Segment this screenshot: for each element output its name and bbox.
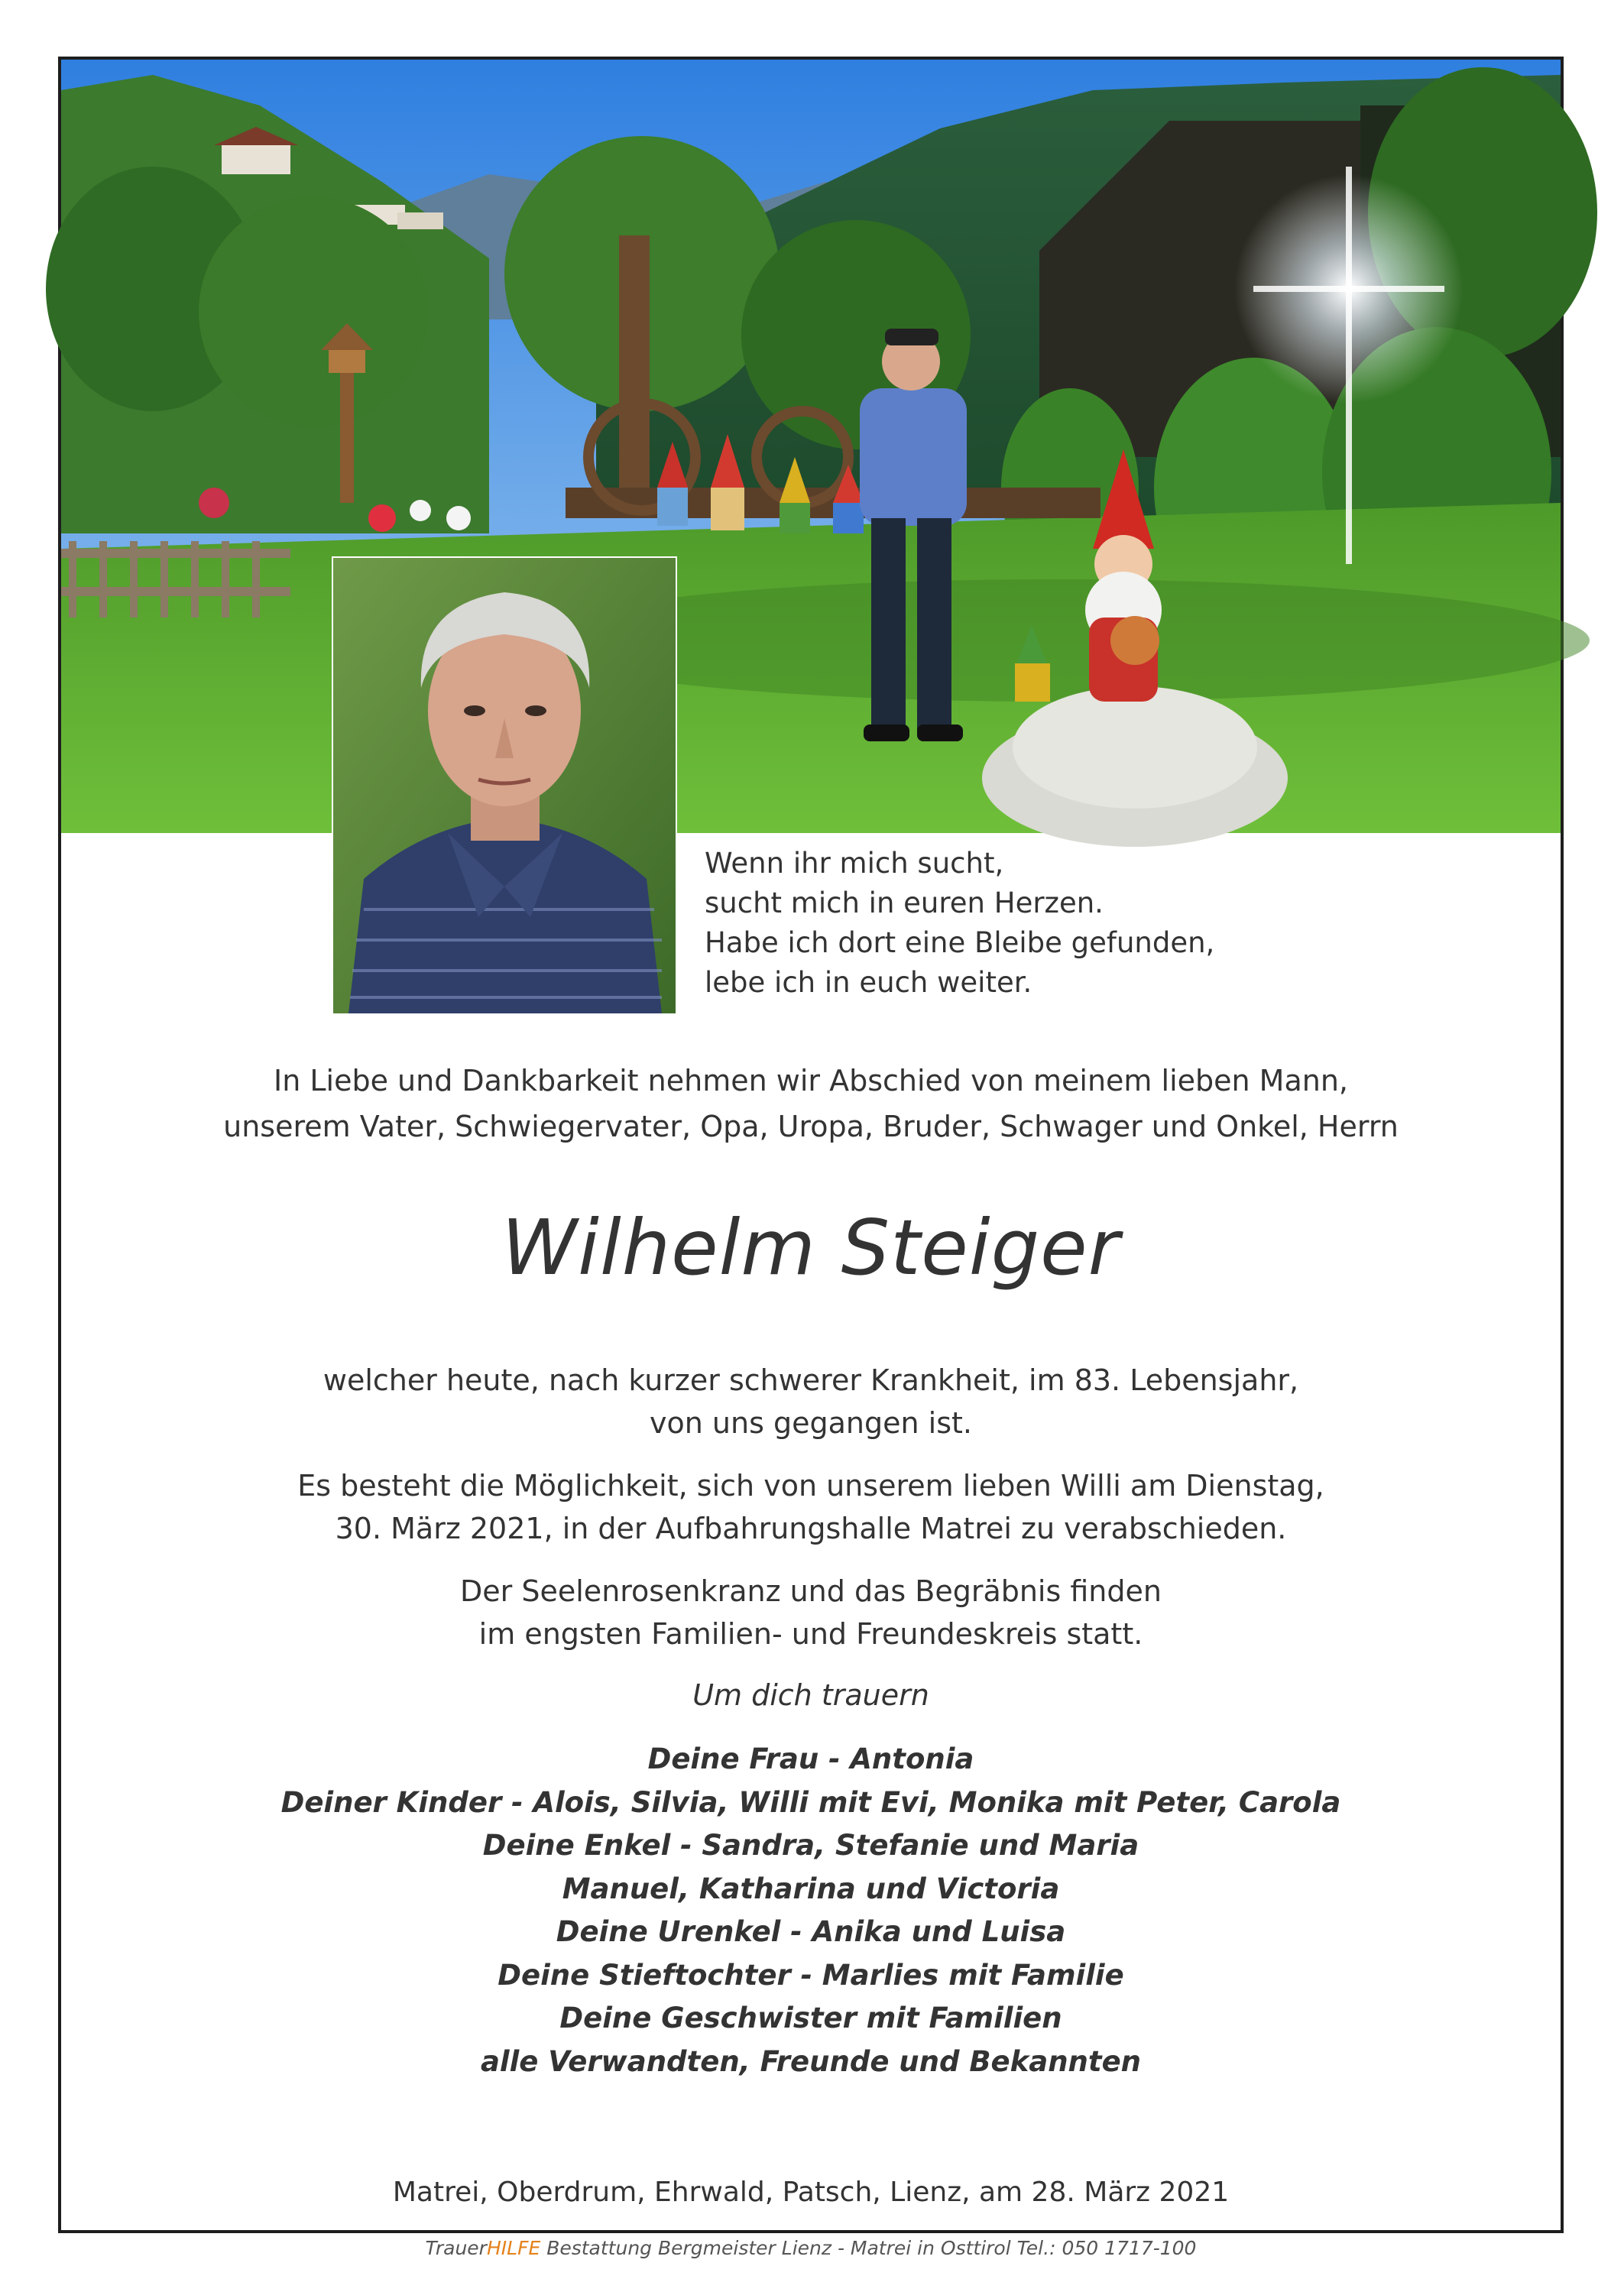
death-notice-paragraph	[61, 1359, 1561, 1444]
funeral-paragraph	[61, 1570, 1561, 1655]
paragraph-line: 30. März 2021, in der Aufbahrungshalle Matrei zu verabschieden.	[335, 1512, 1287, 1545]
intro-line: In Liebe und Dankbarkeit nehmen wir Abschied von meinem lieben Mann,	[273, 1064, 1349, 1097]
funeral-home-footer	[61, 2235, 1561, 2262]
mourner-line: Deiner Kinder - Alois, Silvia, Willi mit Evi, Monika mit Peter, Carola	[280, 1785, 1341, 1819]
funeral-home-accent: HILFE	[486, 2237, 541, 2259]
paragraph-line: welcher heute, nach kurzer schwerer Krankheit, im 83. Lebensjahr,	[323, 1363, 1299, 1397]
mourners-list	[61, 1738, 1561, 2083]
mourner-line: Deine Stieftochter - Marlies mit Familie	[498, 1958, 1124, 1992]
paragraph-line: Der Seelenrosenkranz und das Begräbnis finden	[460, 1574, 1162, 1608]
poem-line: Habe ich dort eine Bleibe gefunden,	[705, 926, 1215, 959]
mourner-line: alle Verwandten, Freunde und Bekannten	[480, 2044, 1142, 2078]
mourners-heading: Um dich trauern	[692, 1678, 929, 1712]
deceased-name: Wilhelm Steiger	[501, 1203, 1120, 1292]
obituary-frame	[58, 57, 1564, 2259]
poem-line: lebe ich in euch weiter.	[705, 966, 1032, 999]
intro-text	[61, 1058, 1561, 1149]
farewell-paragraph	[61, 1464, 1561, 1550]
paragraph-line: Es besteht die Möglichkeit, sich von unserem lieben Willi am Dienstag,	[297, 1469, 1324, 1503]
header-photo	[61, 60, 1561, 833]
funeral-home-prefix: Trauer	[425, 2237, 487, 2259]
mourner-line: Deine Frau - Antonia	[647, 1743, 974, 1775]
mourner-line: Deine Enkel - Sandra, Stefanie und Maria	[482, 1829, 1139, 1862]
paragraph-line: von uns gegangen ist.	[650, 1406, 972, 1440]
funeral-home-details: Bestattung Bergmeister Lienz - Matrei in Osttirol Tel.: 050 1717-100	[540, 2237, 1197, 2259]
poem-line: Wenn ihr mich sucht,	[705, 847, 1004, 880]
portrait-photo	[332, 556, 677, 1015]
mourner-line: Manuel, Katharina und Victoria	[562, 1872, 1060, 1905]
mourner-line: Deine Geschwister mit Familien	[559, 2002, 1062, 2034]
intro-line: unserem Vater, Schwiegervater, Opa, Uropa, Bruder, Schwager und Onkel, Herrn	[223, 1110, 1399, 1143]
poem	[705, 844, 1392, 1003]
place-date: Matrei, Oberdrum, Ehrwald, Patsch, Lienz, am 28. März 2021	[392, 2177, 1230, 2208]
mourner-line: Deine Urenkel - Anika und Luisa	[556, 1915, 1066, 1948]
paragraph-line: im engsten Familien- und Freundeskreis statt.	[478, 1617, 1143, 1651]
poem-line: sucht mich in euren Herzen.	[705, 887, 1104, 919]
